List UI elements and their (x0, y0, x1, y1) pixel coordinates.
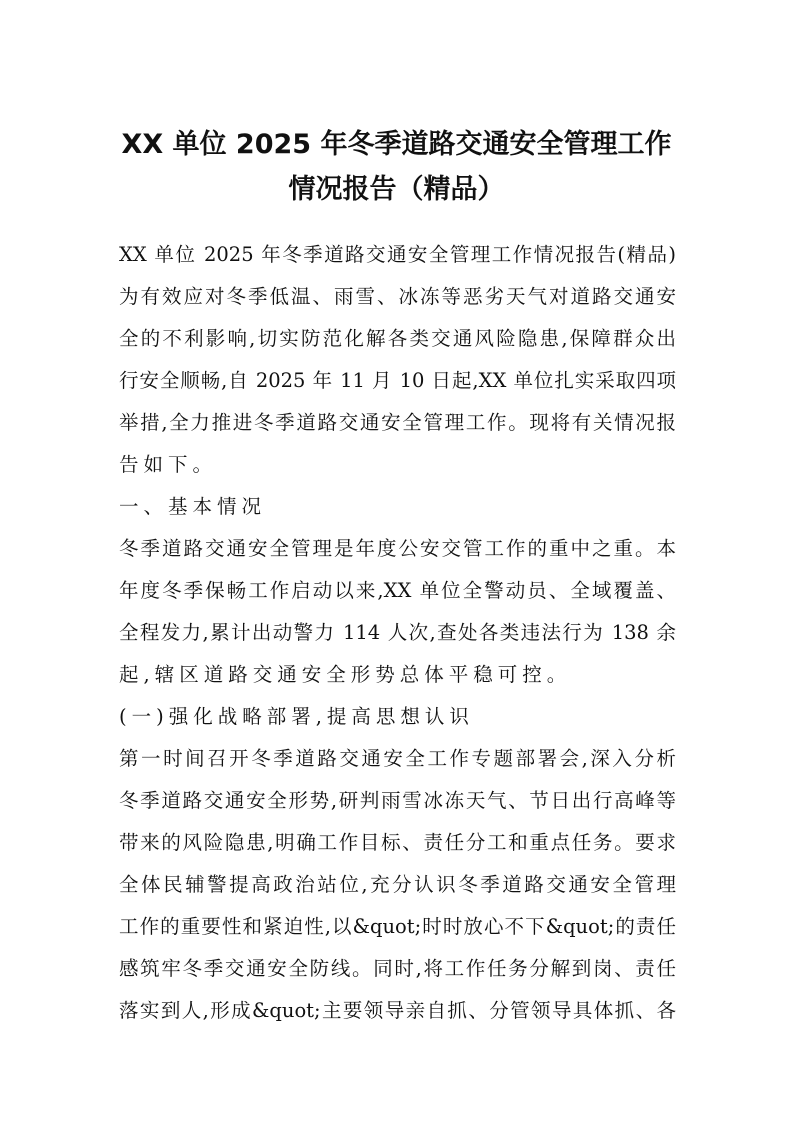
paragraph-line: 落实到人,形成&quot;主要领导亲自抓、分管领导具体抓、各 (119, 999, 676, 1022)
paragraph-line: 冬季道路交通安全管理是年度公安交管工作的重中之重。本 (119, 537, 676, 560)
section-heading: 一、基本情况 (119, 495, 267, 518)
paragraph-line: 第一时间召开冬季道路交通安全工作专题部署会,深入分析 (119, 747, 676, 770)
paragraph-line: 感筑牢冬季交通安全防线。同时,将工作任务分解到岗、责任 (119, 957, 676, 980)
paragraph-line: 全体民辅警提高政治站位,充分认识冬季道路交通安全管理 (119, 873, 676, 896)
paragraph-line: 行安全顺畅,自 2025 年 11 月 10 日起,XX 单位扎实采取四项 (119, 369, 676, 392)
paragraph-line: 起,辖区道路交通安全形势总体平稳可控。 (119, 663, 572, 686)
paragraph-line: 带来的风险隐患,明确工作目标、责任分工和重点任务。要求 (119, 831, 676, 854)
paragraph-line: 举措,全力推进冬季道路交通安全管理工作。现将有关情况报 (119, 411, 676, 434)
document-title-line-1: XX 单位 2025 年冬季道路交通安全管理工作 (121, 129, 672, 160)
paragraph-line: 告如下。 (119, 453, 218, 476)
paragraph-line: 冬季道路交通安全形势,研判雨雪冰冻天气、节日出行高峰等 (119, 789, 676, 812)
paragraph-line: XX 单位 2025 年冬季道路交通安全管理工作情况报告(精品) (119, 243, 676, 266)
paragraph-line: 全程发力,累计出动警力 114 人次,查处各类违法行为 138 余 (119, 621, 676, 644)
paragraph-line: 年度冬季保畅工作启动以来,XX 单位全警动员、全域覆盖、 (119, 579, 676, 602)
paragraph-line: 工作的重要性和紧迫性,以&quot;时时放心不下&quot;的责任 (119, 915, 676, 938)
paragraph-line: 为有效应对冬季低温、雨雪、冰冻等恶劣天气对道路交通安 (119, 285, 676, 308)
document-body (119, 234, 676, 1032)
paragraph-line: 全的不利影响,切实防范化解各类交通风险隐患,保障群众出 (119, 327, 676, 350)
document-title-line-2: 情况报告（精品） (288, 174, 505, 205)
section-heading: (一)强化战略部署,提高思想认识 (119, 705, 474, 728)
